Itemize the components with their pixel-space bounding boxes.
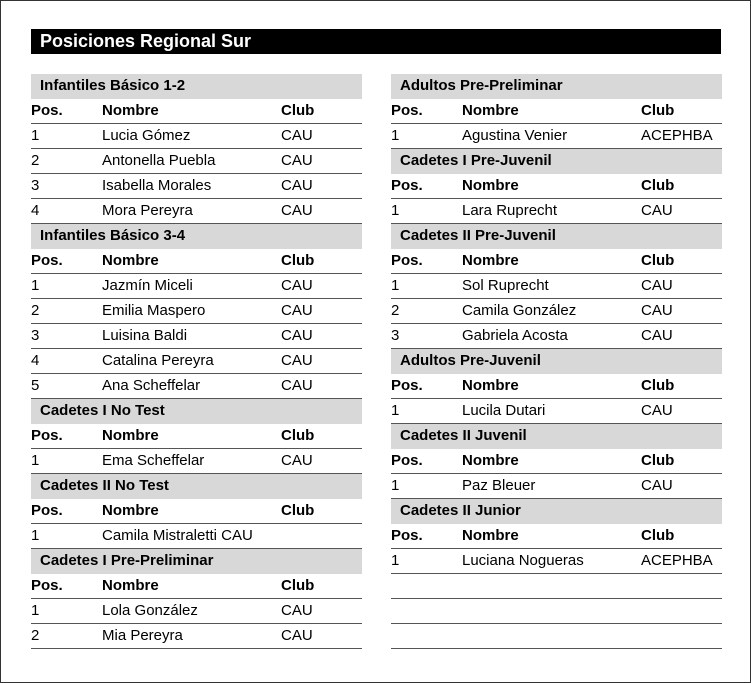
name-cell: Jazmín Miceli xyxy=(102,277,193,294)
club-header: Club xyxy=(281,102,315,119)
category-header: Adultos Pre-Juvenil xyxy=(391,349,722,374)
left-column xyxy=(31,74,362,649)
club-cell: CAU xyxy=(641,477,673,494)
position-cell: 3 xyxy=(391,327,400,344)
name-cell: Lola González xyxy=(102,602,198,619)
category-header: Cadetes II No Test xyxy=(31,474,362,499)
column-header-row xyxy=(391,249,722,274)
pos-header: Pos. xyxy=(31,427,63,444)
club-cell: CAU xyxy=(281,452,313,469)
table-row xyxy=(31,624,362,649)
position-cell: 1 xyxy=(391,127,400,144)
category-header: Cadetes II Junior xyxy=(391,499,722,524)
position-cell: 1 xyxy=(391,402,400,419)
club-header: Club xyxy=(281,502,315,519)
category-section xyxy=(391,74,722,149)
name-cell: Mora Pereyra xyxy=(102,202,193,219)
empty-row xyxy=(391,624,722,649)
table-row xyxy=(31,524,362,549)
club-cell: CAU xyxy=(641,327,673,344)
nombre-header: Nombre xyxy=(102,577,159,594)
category-section xyxy=(31,474,362,549)
position-cell: 5 xyxy=(31,377,40,394)
name-cell: Luisina Baldi xyxy=(102,327,188,344)
category-header: Infantiles Básico 3-4 xyxy=(31,224,362,249)
pos-header: Pos. xyxy=(31,577,63,594)
column-header-row xyxy=(391,524,722,549)
position-cell: 2 xyxy=(31,152,40,169)
nombre-header: Nombre xyxy=(102,252,159,269)
pos-header: Pos. xyxy=(391,377,423,394)
right-column xyxy=(391,74,722,649)
club-header: Club xyxy=(281,427,315,444)
name-cell: Catalina Pereyra xyxy=(102,352,214,369)
nombre-header: Nombre xyxy=(462,102,519,119)
club-cell: CAU xyxy=(281,352,313,369)
name-cell: Emilia Maspero xyxy=(102,302,206,319)
position-cell: 2 xyxy=(391,302,400,319)
name-cell: Camila González xyxy=(462,302,577,319)
name-cell: Mia Pereyra xyxy=(102,627,183,644)
club-cell: ACEPHBA xyxy=(641,552,713,569)
table-row xyxy=(31,599,362,624)
nombre-header: Nombre xyxy=(102,427,159,444)
name-cell: Ana Scheffelar xyxy=(102,377,201,394)
category-header: Infantiles Básico 1-2 xyxy=(31,74,362,99)
table-row xyxy=(31,349,362,374)
category-section xyxy=(391,224,722,349)
table-row xyxy=(31,149,362,174)
table-row xyxy=(391,124,722,149)
pos-header: Pos. xyxy=(391,252,423,269)
club-header: Club xyxy=(641,252,675,269)
name-cell: Luciana Nogueras xyxy=(462,552,584,569)
nombre-header: Nombre xyxy=(462,252,519,269)
club-cell: CAU xyxy=(641,277,673,294)
empty-row xyxy=(391,599,722,624)
name-cell: Lara Ruprecht xyxy=(462,202,558,219)
table-row xyxy=(31,124,362,149)
nombre-header: Nombre xyxy=(462,452,519,469)
position-cell: 1 xyxy=(391,202,400,219)
pos-header: Pos. xyxy=(31,252,63,269)
name-cell: Lucia Gómez xyxy=(102,127,191,144)
position-cell: 4 xyxy=(31,202,40,219)
table-row xyxy=(391,549,722,574)
club-header: Club xyxy=(641,452,675,469)
table-row xyxy=(31,174,362,199)
club-cell: CAU xyxy=(281,327,313,344)
club-cell: CAU xyxy=(281,177,313,194)
table-row xyxy=(31,324,362,349)
club-header: Club xyxy=(641,102,675,119)
name-cell: Ema Scheffelar xyxy=(102,452,205,469)
club-cell: CAU xyxy=(281,377,313,394)
table-row xyxy=(31,274,362,299)
table-row xyxy=(391,274,722,299)
category-section xyxy=(31,399,362,474)
category-header: Cadetes I Pre-Juvenil xyxy=(391,149,722,174)
category-header: Adultos Pre-Preliminar xyxy=(391,74,722,99)
position-cell: 1 xyxy=(31,527,40,544)
pos-header: Pos. xyxy=(391,102,423,119)
pos-header: Pos. xyxy=(31,502,63,519)
table-row xyxy=(31,449,362,474)
position-cell: 1 xyxy=(391,552,400,569)
column-header-row xyxy=(391,449,722,474)
empty-row xyxy=(391,574,722,599)
column-header-row xyxy=(391,374,722,399)
column-header-row xyxy=(31,424,362,449)
club-cell: CAU xyxy=(281,127,313,144)
nombre-header: Nombre xyxy=(462,527,519,544)
club-cell: CAU xyxy=(281,602,313,619)
category-header: Cadetes I Pre-Preliminar xyxy=(31,549,362,574)
category-section xyxy=(31,74,362,224)
category-section xyxy=(391,149,722,224)
name-cell: Paz Bleuer xyxy=(462,477,536,494)
name-cell: Sol Ruprecht xyxy=(462,277,549,294)
club-cell: CAU xyxy=(281,152,313,169)
club-cell: CAU xyxy=(281,202,313,219)
category-section xyxy=(31,224,362,399)
club-header: Club xyxy=(641,527,675,544)
club-cell: CAU xyxy=(641,202,673,219)
table-row xyxy=(31,299,362,324)
nombre-header: Nombre xyxy=(102,502,159,519)
position-cell: 4 xyxy=(31,352,40,369)
club-cell: CAU xyxy=(281,302,313,319)
club-cell: CAU xyxy=(641,402,673,419)
pos-header: Pos. xyxy=(31,102,63,119)
name-cell: Lucila Dutari xyxy=(462,402,546,419)
category-section xyxy=(391,349,722,424)
nombre-header: Nombre xyxy=(462,177,519,194)
nombre-header: Nombre xyxy=(102,102,159,119)
position-cell: 1 xyxy=(31,277,40,294)
table-row xyxy=(391,399,722,424)
position-cell: 2 xyxy=(31,627,40,644)
club-header: Club xyxy=(641,377,675,394)
name-cell: Antonella Puebla xyxy=(102,152,216,169)
name-cell: Isabella Morales xyxy=(102,177,212,194)
pos-header: Pos. xyxy=(391,177,423,194)
club-cell: CAU xyxy=(281,627,313,644)
position-cell: 2 xyxy=(31,302,40,319)
column-header-row xyxy=(391,99,722,124)
table-row xyxy=(391,299,722,324)
category-header: Cadetes II Juvenil xyxy=(391,424,722,449)
club-header: Club xyxy=(281,252,315,269)
club-cell: CAU xyxy=(641,302,673,319)
position-cell: 1 xyxy=(31,452,40,469)
position-cell: 3 xyxy=(31,177,40,194)
name-cell: Gabriela Acosta xyxy=(462,327,568,344)
nombre-header: Nombre xyxy=(462,377,519,394)
column-header-row xyxy=(391,174,722,199)
column-header-row xyxy=(31,499,362,524)
category-section xyxy=(391,499,722,574)
pos-header: Pos. xyxy=(391,527,423,544)
club-cell: CAU xyxy=(281,277,313,294)
category-header: Cadetes II Pre-Juvenil xyxy=(391,224,722,249)
position-cell: 3 xyxy=(31,327,40,344)
category-section xyxy=(31,549,362,649)
column-header-row xyxy=(31,99,362,124)
pos-header: Pos. xyxy=(391,452,423,469)
table-row xyxy=(391,324,722,349)
position-cell: 1 xyxy=(31,127,40,144)
club-header: Club xyxy=(281,577,315,594)
column-header-row xyxy=(31,249,362,274)
category-section xyxy=(391,424,722,499)
club-cell: ACEPHBA xyxy=(641,127,713,144)
page-title: Posiciones Regional Sur xyxy=(31,29,721,54)
category-header: Cadetes I No Test xyxy=(31,399,362,424)
club-header: Club xyxy=(641,177,675,194)
name-cell: Agustina Venier xyxy=(462,127,568,144)
table-row xyxy=(31,199,362,224)
position-cell: 1 xyxy=(391,277,400,294)
table-row xyxy=(391,199,722,224)
position-cell: 1 xyxy=(31,602,40,619)
position-cell: 1 xyxy=(391,477,400,494)
table-row xyxy=(391,474,722,499)
name-cell: Camila Mistraletti CAU xyxy=(102,527,253,544)
table-row xyxy=(31,374,362,399)
column-header-row xyxy=(31,574,362,599)
